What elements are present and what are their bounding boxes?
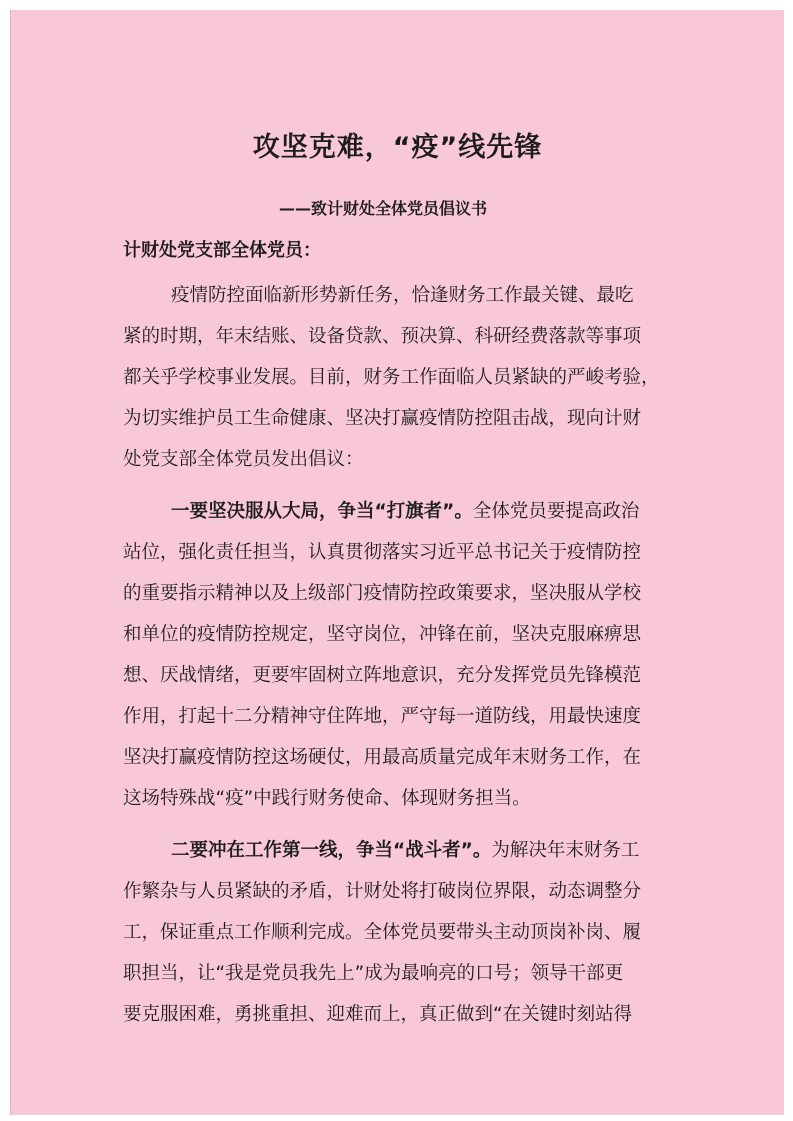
paragraph-3-first-line-rest: 为解决年末财务工 (491, 840, 640, 861)
paragraph-3-line: 作繁杂与人员紧缺的矛盾，计财处将打破岗位界限，动态调整分 (123, 881, 642, 902)
paragraph-3-first-line (171, 836, 639, 862)
paragraph-3-line: 职担当，让“我是党员我先上”成为最响亮的口号；领导干部更 (123, 963, 624, 984)
document-page (10, 10, 784, 1115)
paragraph-1-line: 紧的时期，年末结账、设备贷款、预决算、科研经费落款等事项 (123, 326, 642, 347)
paragraph-3-line: 工，保证重点工作顺利完成。全体党员要带头主动顶岗补岗、履 (123, 922, 642, 943)
paragraph-2-line: 坚决打赢疫情防控这场硬仗，用最高质量完成年末财务工作，在 (123, 747, 642, 768)
paragraph-2-line: 作用，打起十二分精神守住阵地，严守每一道防线，用最快速度 (123, 706, 642, 727)
paragraph-2-line: 站位，强化责任担当，认真贯彻落实习近平总书记关于疫情防控 (123, 542, 642, 563)
paragraph-2-heading: 一要坚决服从大局，争当“打旗者”。 (171, 501, 473, 522)
paragraph-1-line: 疫情防控面临新形势新任务，恰逢财务工作最关键、最吃 (171, 285, 634, 306)
page-subtitle: ——致计财处全体党员倡议书 (279, 199, 488, 218)
paragraph-2-first-line (171, 497, 639, 523)
paragraph-3-heading: 二要冲在工作第一线，争当“战斗者”。 (171, 840, 492, 861)
paragraph-2-line: 这场特殊战“疫”中践行财务使命、体现财务担当。 (123, 788, 531, 809)
paragraph-2-line: 想、厌战情绪，更要牢固树立阵地意识，充分发挥党员先锋模范 (123, 665, 642, 686)
paragraph-2-line: 的重要指示精神以及上级部门疫情防控政策要求，坚决服从学校 (123, 583, 642, 604)
paragraph-1-line: 为切实维护员工生命健康、坚决打赢疫情防控阻击战，现向计财 (123, 408, 642, 429)
paragraph-1-line: 都关乎学校事业发展。目前，财务工作面临人员紧缺的严峻考验， (123, 367, 660, 388)
paragraph-2-first-line-rest: 全体党员要提高政治 (472, 501, 640, 522)
paragraph-3-line: 要克服困难，勇挑重担、迎难而上，真正做到“在关键时刻站得 (123, 1004, 633, 1025)
greeting: 计财处党支部全体党员： (123, 240, 321, 261)
paragraph-1-line: 处党支部全体党员发出倡议： (123, 449, 364, 470)
page-title: 攻坚克难，“疫”线先锋 (252, 132, 543, 163)
paragraph-2-line: 和单位的疫情防控规定，坚守岗位，冲锋在前，坚决克服麻痹思 (123, 624, 642, 645)
